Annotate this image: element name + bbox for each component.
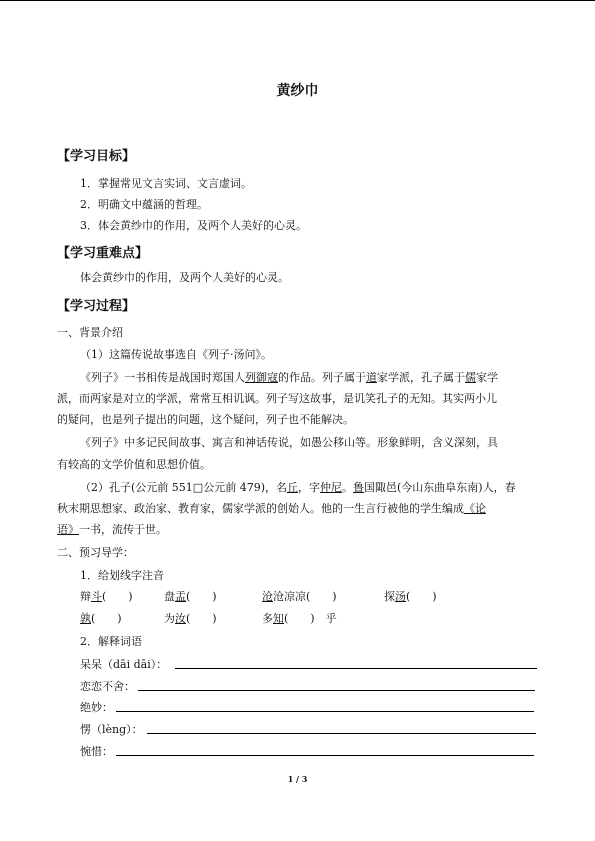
- text-span: 。: [342, 481, 353, 494]
- text-span: 秋末期思想家、政治家、教育家，儒家学派的创始人。他的一生言行被他的学生编成: [57, 502, 464, 515]
- text-span: 《列子》一书相传是战国时郑国人: [80, 371, 245, 384]
- underlined-char: 沧: [262, 590, 273, 603]
- pinyin-item[interactable]: [262, 590, 337, 604]
- part1-title: 一、背景介绍: [57, 326, 123, 339]
- section-heading-goals: 【学习目标】: [57, 149, 136, 164]
- answer-blank: ( ): [186, 612, 217, 625]
- underlined-term: 列御寇: [245, 371, 278, 384]
- goal-item-2: 2．明确文中蕴涵的哲理。: [80, 198, 208, 211]
- text-span: 的作品。列子属于: [278, 371, 366, 384]
- underlined-term: 语》: [57, 523, 79, 536]
- answer-blank: 沧凉凉( ): [273, 590, 337, 603]
- pinyin-item[interactable]: [80, 590, 133, 604]
- background-p2-line1: [80, 371, 498, 385]
- text-span: 国陬邑(今山东曲阜东南)人，春: [364, 481, 516, 494]
- header-rule: [0, 0, 595, 1]
- goal-item-3: 3．体会黄纱巾的作用，及两个人美好的心灵。: [80, 219, 307, 232]
- pinyin-item[interactable]: [384, 590, 437, 604]
- underlined-term: 丘: [287, 481, 298, 494]
- text-span: （2）孔子(公元前 551: [80, 481, 193, 494]
- key-points-text: 体会黄纱巾的作用，及两个人美好的心灵。: [80, 271, 289, 284]
- answer-line[interactable]: [147, 733, 536, 734]
- answer-line[interactable]: [138, 690, 535, 691]
- section-heading-process: 【学习过程】: [57, 299, 136, 314]
- underlined-term: 仲尼: [320, 481, 342, 494]
- pinyin-item[interactable]: [262, 612, 337, 626]
- underlined-term: 道: [366, 371, 377, 384]
- underlined-term: 《论: [464, 502, 486, 515]
- background-p4-line3: [57, 523, 167, 537]
- text-span: 为: [164, 612, 175, 625]
- pinyin-item[interactable]: [164, 612, 217, 626]
- underlined-char: 斗: [91, 590, 102, 603]
- text-span: 家学: [476, 371, 498, 384]
- background-p4-line1: [80, 481, 516, 495]
- answer-blank: ( ) 乎: [284, 612, 337, 625]
- text-span: 探: [384, 590, 395, 603]
- text-span: 盘: [164, 590, 175, 603]
- underlined-char: 汝: [175, 612, 186, 625]
- text-span: ，字: [298, 481, 320, 494]
- text-span: 一书，流传于世。: [79, 523, 167, 536]
- answer-line[interactable]: [116, 755, 534, 756]
- term-label: 惋惜：: [80, 745, 113, 758]
- answer-blank: ( ): [91, 612, 122, 625]
- missing-glyph-box: □: [192, 481, 204, 494]
- background-p1: （1）这篇传说故事选自《列子·汤问》。: [80, 348, 272, 361]
- underlined-term: 鲁: [353, 481, 364, 494]
- answer-line[interactable]: [116, 711, 534, 712]
- answer-line[interactable]: [175, 668, 537, 669]
- answer-blank: ( ): [186, 590, 217, 603]
- term-label: 恋恋不舍：: [80, 680, 135, 693]
- answer-blank: ( ): [102, 590, 133, 603]
- underlined-char: 盂: [175, 590, 186, 603]
- background-p2-line2: 派，而两家是对立的学派，常常互相讥讽。列子写这故事，是讥笑孔子的无知。其实两小儿: [57, 392, 497, 405]
- q2-title: 2．解释词语: [80, 635, 142, 648]
- background-p2-line3: 的疑问，也是列子提出的问题，这个疑问，列子也不能解决。: [57, 413, 354, 426]
- background-p4-line2: [57, 502, 486, 516]
- underlined-term: 儒: [465, 371, 476, 384]
- section-heading-key-points: 【学习重难点】: [57, 246, 149, 261]
- pinyin-item[interactable]: [80, 612, 122, 626]
- underlined-char: 汤: [395, 590, 406, 603]
- background-p3-line2: 有较高的文学价值和思想价值。: [57, 458, 211, 471]
- text-span: 辩: [80, 590, 91, 603]
- underlined-char: 孰: [80, 612, 91, 625]
- text-span: 家学派，孔子属于: [377, 371, 465, 384]
- document-title: 黄纱巾: [276, 83, 319, 99]
- q1-title: 1．给划线字注音: [80, 569, 164, 582]
- text-span: 多: [262, 612, 273, 625]
- term-label: 呆呆（dāi dāi）：: [80, 658, 168, 671]
- underlined-char: 知: [273, 612, 284, 625]
- text-span: 公元前 479)，名: [203, 481, 287, 494]
- background-p3-line1: 《列子》中多记民间故事、寓言和神话传说，如愚公移山等。形象鲜明，含义深刻，具: [80, 436, 498, 449]
- term-label: 愣（lèng）：: [80, 723, 143, 736]
- term-label: 绝妙：: [80, 701, 113, 714]
- part2-title: 二、预习导学：: [57, 546, 134, 559]
- pinyin-item[interactable]: [164, 590, 217, 604]
- answer-blank: ( ): [406, 590, 437, 603]
- goal-item-1: 1．掌握常见文言实词、文言虚词。: [80, 177, 252, 190]
- page-number: 1 / 3: [287, 774, 308, 784]
